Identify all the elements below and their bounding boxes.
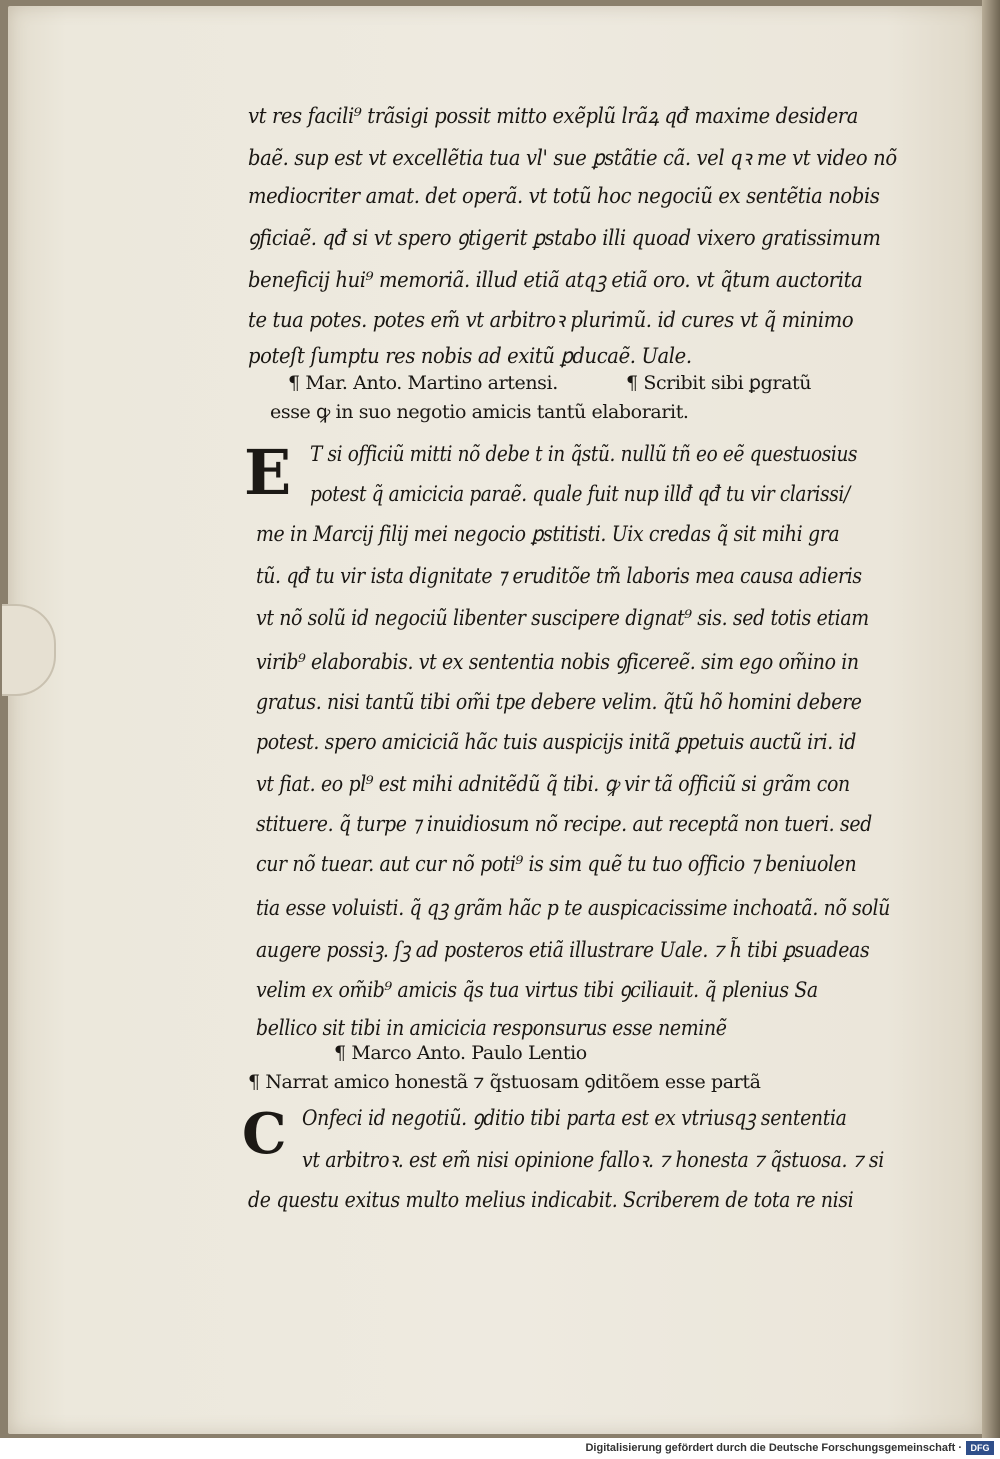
initial-capital: E bbox=[244, 436, 292, 509]
text-line: beneficij hui⁹ memoriã. illud etiã atqꝫ etiã oro. vt q̃tum auctorita bbox=[248, 268, 863, 292]
book-edge bbox=[982, 0, 1000, 1438]
text-line: virib⁹ elaborabis. vt ex sententia nobis ꝯficereẽ. sim ego om̃ino in bbox=[256, 650, 859, 674]
text-line: Onfeci id negotiũ. ꝯditio tibi parta est ex vtriusqꝫ sententia bbox=[302, 1106, 847, 1130]
text-line: de questu exitus multo melius indicabit. Scriberem de tota re nisi bbox=[248, 1188, 854, 1212]
text-line: velim ex om̃ib⁹ amicis q̃s tua virtus tibi ꝯciliauit. q̃ plenius Sa bbox=[256, 978, 818, 1002]
text-line: tũ. qđ tu vir ista dignitate ⁊ eruditõe tm̃ laboris mea causa adieris bbox=[256, 564, 862, 588]
paper-page bbox=[8, 6, 984, 1434]
text-line: T si officiũ mitti nõ debe t in q̃stũ. nullũ tñ eo eẽ questuosius bbox=[310, 442, 858, 466]
initial-capital: C bbox=[242, 1101, 287, 1167]
heading-summary: ¶ Narrat amico honestã ⁊ q̃stuosam ꝯditõem esse partã bbox=[248, 1071, 761, 1093]
heading-addressee: ¶ Mar. Anto. Martino artensi. bbox=[288, 372, 558, 394]
text-line: me in Marcij filij mei negocio ꝑstitisti. Uix credas q̃ sit mihi gra bbox=[256, 522, 840, 546]
funding-credit: Digitalisierung gefördert durch die Deutsche Forschungsgemeinschaft · bbox=[585, 1442, 962, 1454]
page-clip-mark bbox=[2, 604, 56, 696]
text-line: bellico sit tibi in amicicia responsurus esse neminẽ bbox=[256, 1016, 727, 1040]
text-line: baẽ. sup est vt excellẽtia tua vl' sue ꝑstãtie cã. vel qꝛ me vt video nõ bbox=[248, 146, 897, 170]
heading-summary-continued: esse ꝙ in suo negotio amicis tantũ elaborarit. bbox=[270, 401, 689, 423]
text-line: stituere. q̃ turpe ⁊ inuidiosum nõ recipe. aut receptã non tueri. sed bbox=[256, 812, 872, 836]
text-line: vt res facili⁹ trãsigi possit mitto exẽplũ lrãꝝ qđ maxime desidera bbox=[248, 104, 859, 128]
text-line: vt arbitroꝛ. est em̃ nisi opinione falloꝛ. ⁊ honesta ⁊ q̃stuosa. ⁊ si bbox=[302, 1148, 884, 1172]
text-line: te tua potes. potes em̃ vt arbitroꝛ plurimũ. id cures vt q̃ minimo bbox=[248, 308, 854, 332]
text-line: potest q̃ amicicia paraẽ. quale fuit nup illđ qđ tu vir clarissi/ bbox=[310, 482, 850, 506]
text-line: mediocriter amat. det operã. vt totũ hoc negociũ ex sentẽtia nobis bbox=[248, 184, 880, 208]
text-line: vt fiat. eo pl⁹ est mihi adnitẽdũ q̃ tibi. ꝙ vir tã officiũ si grãm con bbox=[256, 772, 850, 796]
heading-summary: ¶ Scribit sibi ꝑgratũ bbox=[626, 372, 812, 394]
text-line: ꝯficiaẽ. qđ si vt spero ꝯtigerit ꝑstabo illi quoad vixero gratissimum bbox=[248, 226, 881, 250]
text-line: vt nõ solũ id negociũ libenter suscipere dignat⁹ sis. sed totis etiam bbox=[256, 606, 869, 630]
text-line: cur nõ tuear. aut cur nõ poti⁹ is sim quẽ tu tuo officio ⁊ beniuolen bbox=[256, 852, 857, 876]
text-line: tia esse voluisti. q̃ qꝫ grãm hãc p te auspicacissime inchoatã. nõ solũ bbox=[256, 896, 890, 920]
text-line: poteſt ſumptu res nobis ad exitũ ꝑducaẽ. Uale. bbox=[248, 344, 692, 368]
text-line: potest. spero amiciciã hãc tuis auspicijs initã ꝑpetuis auctũ iri. id bbox=[256, 730, 856, 754]
heading-addressee: ¶ Marco Anto. Paulo Lentio bbox=[334, 1042, 587, 1064]
text-line: augere possiꝫ. ſꝫ ad posteros etiã illustrare Uale. ⁊ h̃ tibi ꝑsuadeas bbox=[256, 938, 870, 962]
footer-bar bbox=[0, 1438, 1000, 1459]
dfg-logo: DFG bbox=[966, 1441, 994, 1455]
text-line: gratus. nisi tantũ tibi om̃i tpe debere velim. q̃tũ hõ homini debere bbox=[256, 690, 862, 714]
